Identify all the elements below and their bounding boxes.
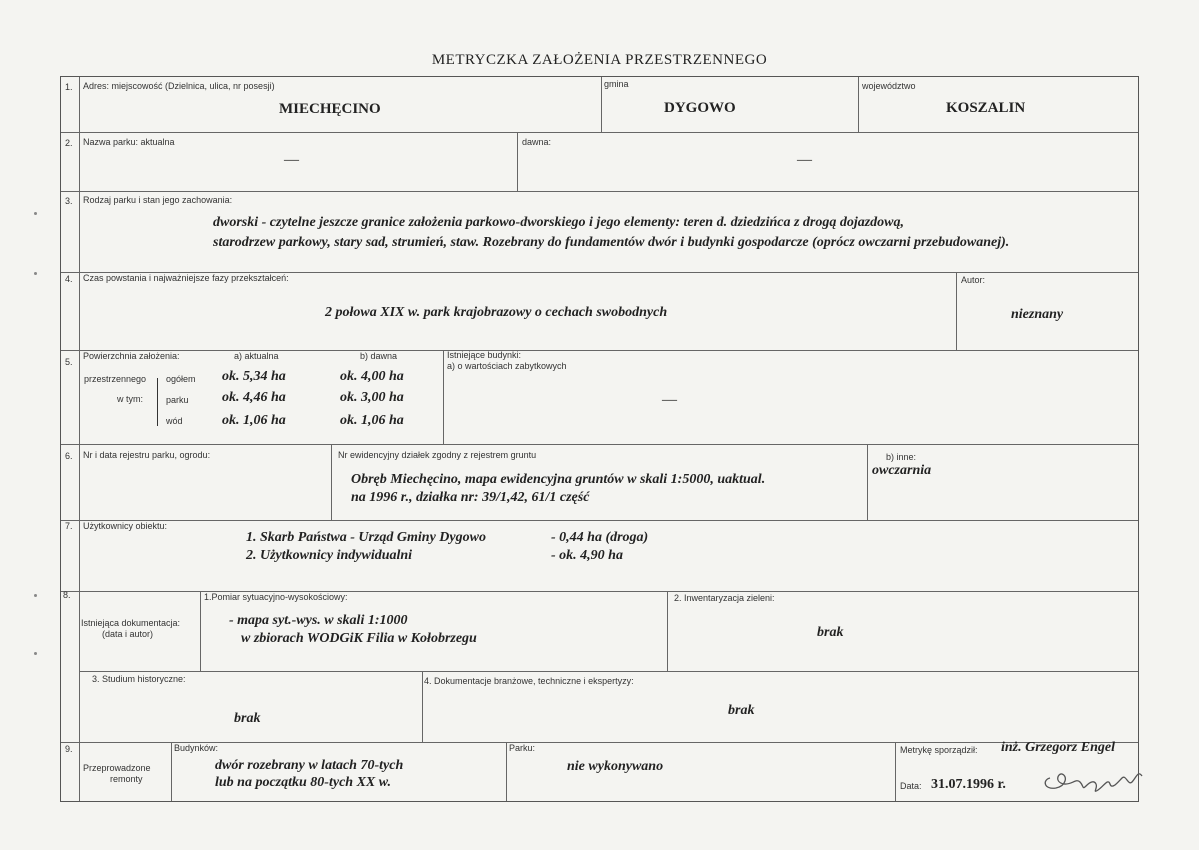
punch-hole-mark [34,212,37,215]
documentation-sublabel: (data i autor) [102,629,154,639]
signature-icon [1038,760,1158,800]
voivodeship-value: KOSZALIN [946,100,1026,116]
row-number: 6. [65,451,73,461]
park-name-current-label: Nazwa parku: aktualna [83,137,175,147]
historical-study-label: 3. Studium historyczne: [92,674,186,684]
renovations-label: Przeprowadzone [83,763,151,773]
buildings-renov-line-2: lub na początku 80-tych XX w. [215,775,392,790]
prepared-by-label: Metrykę sporządził: [900,745,978,755]
author-value: nieznany [1011,307,1064,322]
branch-docs-label: 4. Dokumentacje branżowe, techniczne i ekspertyzy: [424,676,634,686]
land-register-label: Nr ewidencyjny działek zgodny z rejestrem gruntu [338,450,537,460]
park-name-old-value: — [797,152,812,168]
area-current-water: ok. 1,06 ha [222,413,286,428]
users-label: Użytkownicy obiektu: [83,521,168,531]
land-register-line-1: Obręb Miechęcino, mapa ewidencyjna gruntów w skali 1:5000, uaktual. [351,472,766,487]
gmina-value: DYGOWO [664,100,736,116]
other-label: b) inne: [886,452,917,462]
area-current-total: ok. 5,34 ha [222,369,286,384]
documentation-label: Istniejąca dokumentacja: [81,618,181,628]
area-bracket [157,378,158,426]
gmina-label: gmina [604,79,629,89]
register-label: Nr i data rejestru parku, ogrodu: [83,450,211,460]
park-name-current-value: — [284,152,299,168]
address-value: MIECHĘCINO [279,101,381,117]
park-renov-value: nie wykonywano [567,759,664,774]
row-number: 5. [65,357,73,367]
total-label: ogółem [166,374,196,384]
creation-time-value: 2 połowa XIX w. park krajobrazowy o cechach swobodnych [325,305,668,320]
historical-study-value: brak [234,711,261,726]
row-number: 9. [65,744,73,754]
user-1-area: - 0,44 ha (droga) [551,530,649,545]
area-old-total: ok. 4,00 ha [340,369,404,384]
water-area-label: wód [166,416,183,426]
author-label: Autor: [961,275,986,285]
park-type-label: Rodzaj parku i stan jego zachowania: [83,195,233,205]
area-old-park: ok. 3,00 ha [340,390,404,405]
park-type-line-1: dworski - czytelne jeszcze granice założenia parkowo-dworskiego i jego elementy: teren d. dziedzińca z drogą dojazdową, [213,215,905,230]
date-value: 31.07.1996 r. [931,777,1006,792]
survey-label: 1.Pomiar sytuacyjno-wysokościowy: [204,592,348,602]
park-type-line-2: starodrzew parkowy, stary sad, strumień, staw. Rozebrany do fundamentów dwór i budynki gospodarcze (oprócz owczarni przebudowanej). [213,235,1010,250]
user-2: 2. Użytkownicy indywidualni [246,548,413,563]
row-number: 4. [65,274,73,284]
punch-hole-mark [34,272,37,275]
other-value: owczarnia [872,463,932,478]
buildings-sublabel: a) o wartościach zabytkowych [447,361,567,371]
date-label: Data: [900,781,922,791]
creation-time-label: Czas powstania i najważniejsze fazy przekształceń: [83,273,289,283]
area-current-park: ok. 4,46 ha [222,390,286,405]
voivodeship-label: województwo [862,81,916,91]
prepared-by-value: inż. Grzegorz Engel [1001,740,1115,755]
including-label: w tym: [117,394,143,404]
survey-line-1: - mapa syt.-wys. w skali 1:1000 [229,613,408,628]
area-old-label: b) dawna [360,351,398,361]
park-area-label: parku [166,395,189,405]
renovations-sublabel: remonty [110,774,143,784]
area-old-water: ok. 1,06 ha [340,413,404,428]
survey-line-2: w zbiorach WODGiK Filia w Kołobrzegu [241,631,477,646]
punch-hole-mark [34,594,37,597]
row-number: 8. [63,590,71,600]
park-renov-label: Parku: [509,743,536,753]
park-name-old-label: dawna: [522,137,552,147]
area-label: Powierzchnia założenia: [83,351,180,361]
greenery-label: 2. Inwentaryzacja zieleni: [674,593,775,603]
form-frame [60,76,1139,802]
row-number: 7. [65,521,73,531]
user-1: 1. Skarb Państwa - Urząd Gminy Dygowo [246,530,486,545]
land-register-line-2: na 1996 r., działka nr: 39/1,42, 61/1 część [351,490,590,505]
area-current-label: a) aktualna [234,351,279,361]
branch-docs-value: brak [728,703,755,718]
buildings-label: Istniejące budynki: [447,350,522,360]
buildings-value: — [662,392,677,408]
buildings-renov-line-1: dwór rozebrany w latach 70-tych [215,758,404,773]
document-title: METRYCZKA ZAŁOŻENIA PRZESTRZENNEGO [431,52,768,68]
address-label: Adres: miejscowość (Dzielnica, ulica, nr posesji) [83,81,275,91]
user-2-area: - ok. 4,90 ha [551,548,623,563]
buildings-renov-label: Budynków: [174,743,219,753]
spatial-label: przestrzennego [84,374,147,384]
greenery-value: brak [817,625,844,640]
row-number: 1. [65,82,73,92]
row-number: 3. [65,196,73,206]
punch-hole-mark [34,652,37,655]
row-number: 2. [65,138,73,148]
